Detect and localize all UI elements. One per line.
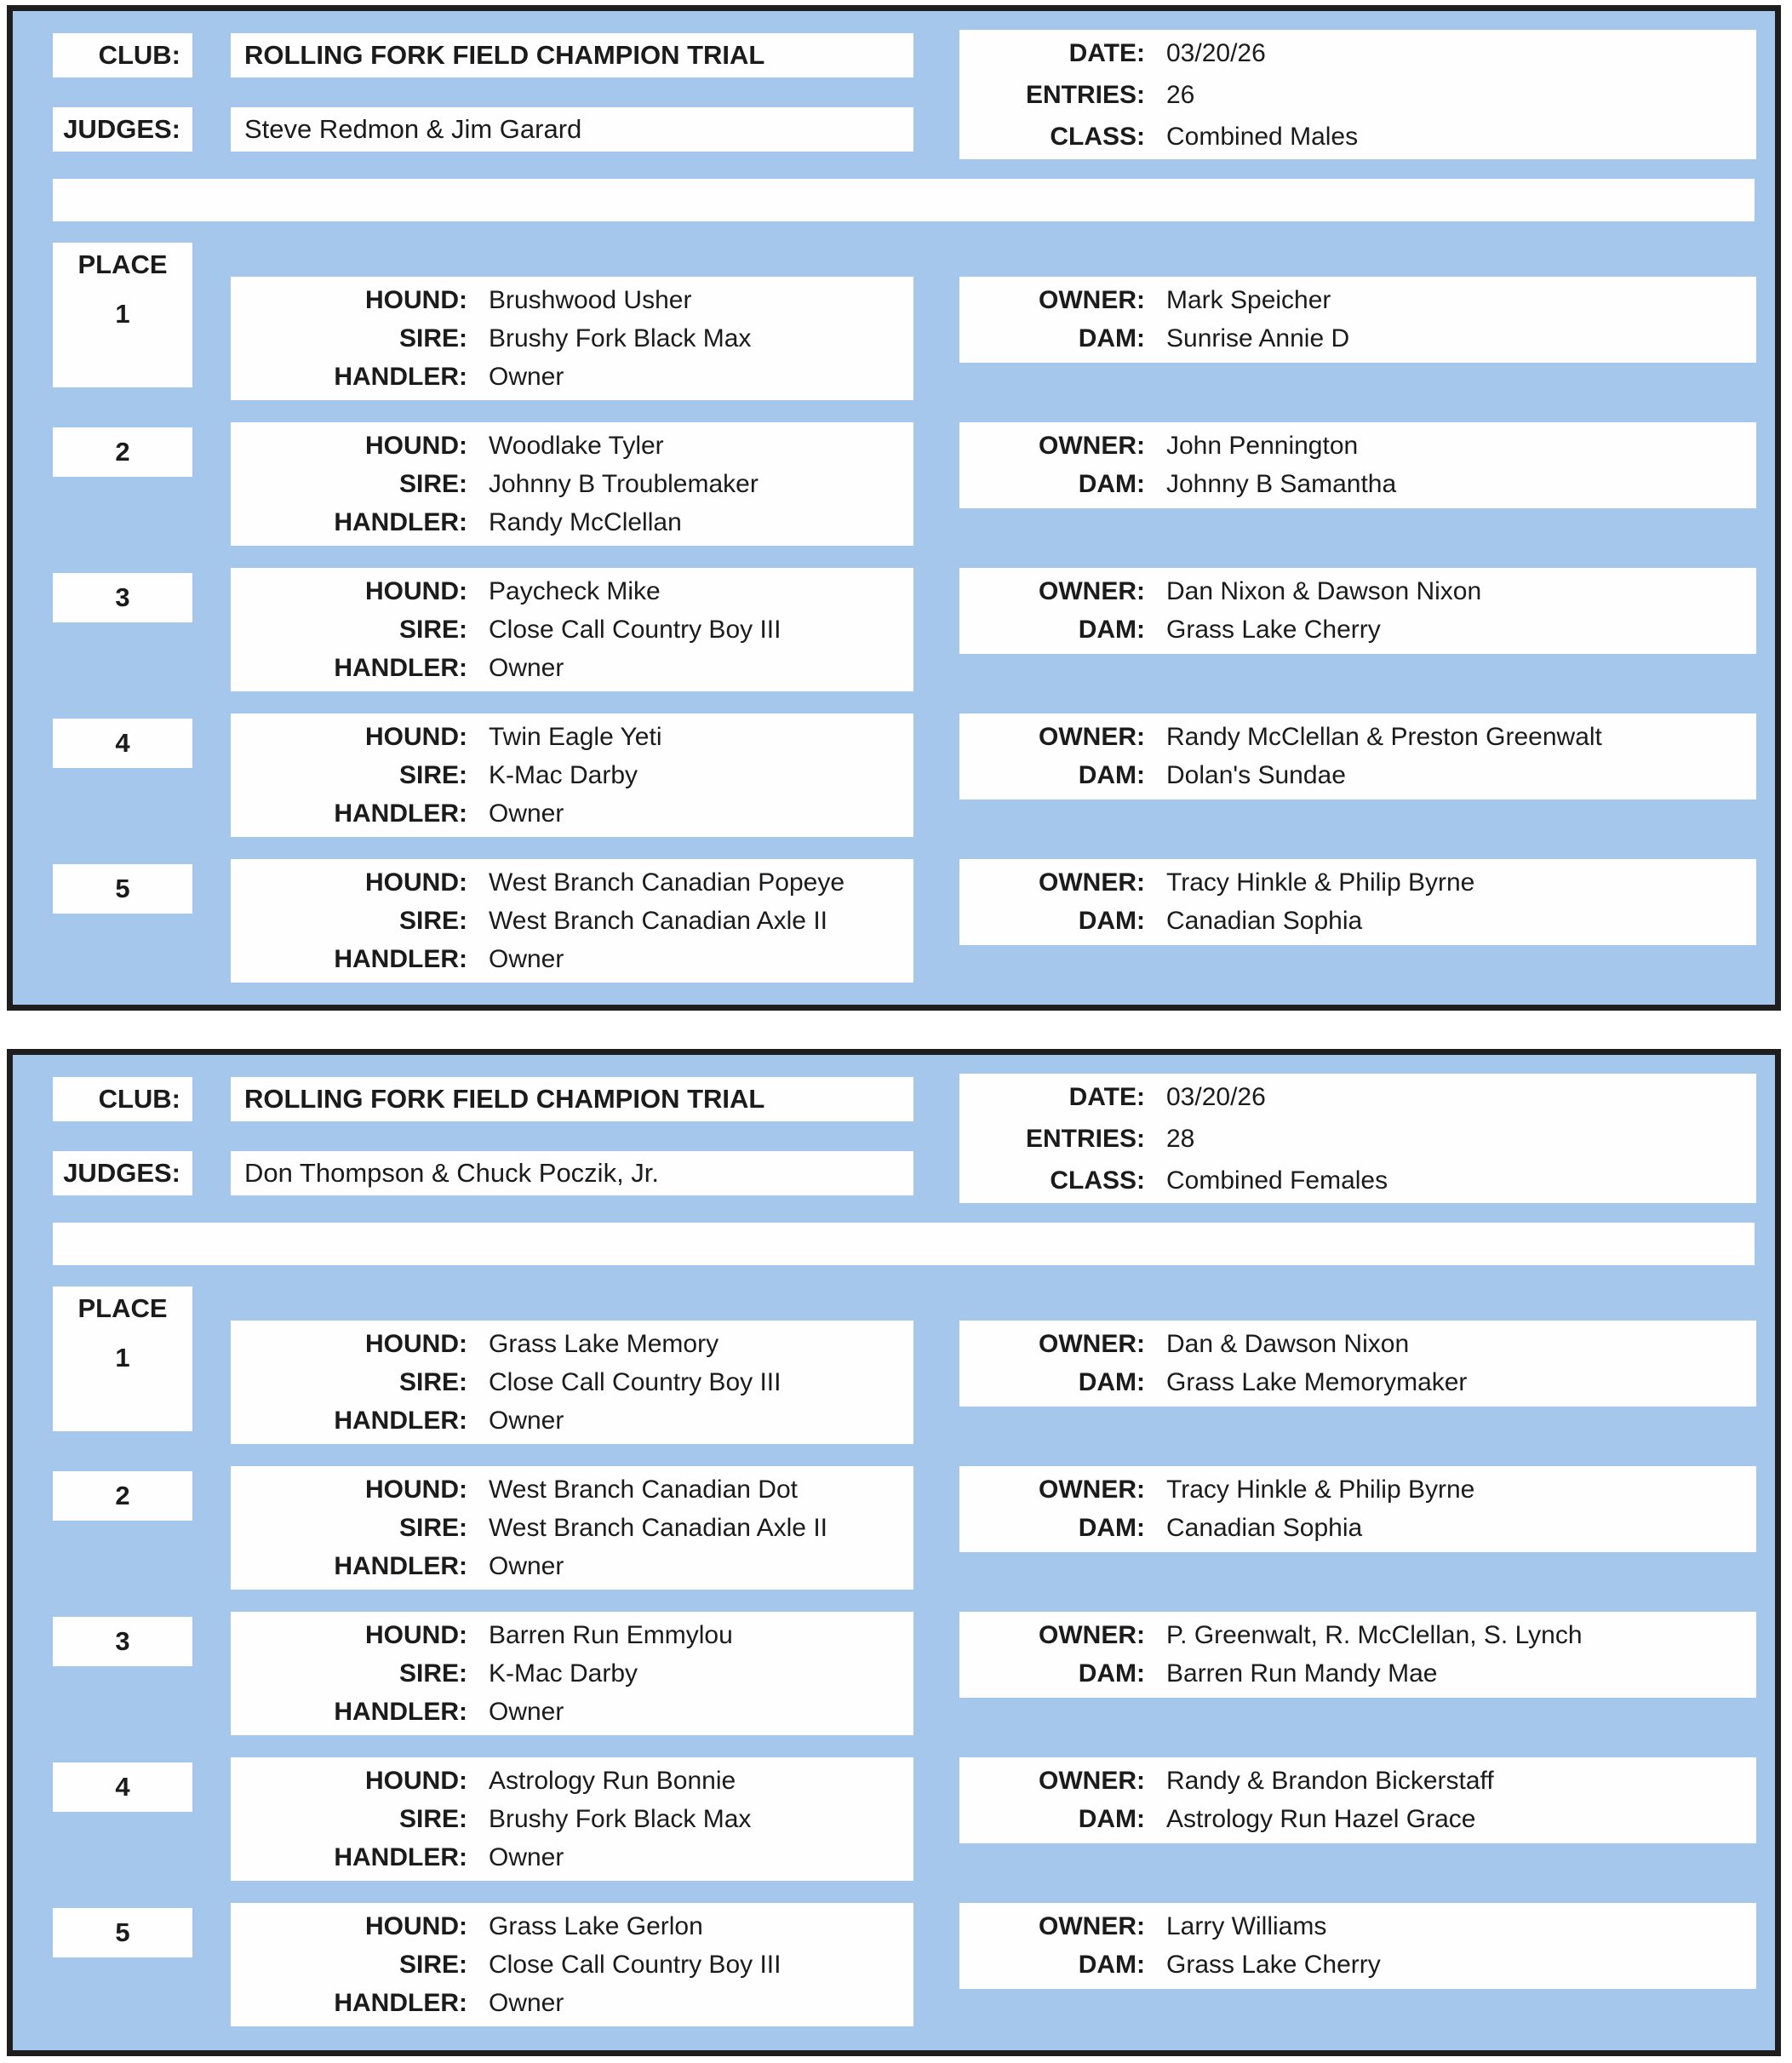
handler-label: HANDLER: (334, 1842, 467, 1871)
place-number: 4 (115, 728, 130, 758)
result-entry (13, 1612, 1775, 1757)
entries-label: ENTRIES: (1025, 1124, 1145, 1153)
hound-info-box (231, 568, 913, 691)
club-label: CLUB: (53, 1077, 192, 1121)
hound-label: HOUND: (365, 1475, 467, 1504)
class-label: CLASS: (1050, 122, 1145, 151)
owner-label: OWNER: (1039, 1766, 1145, 1795)
sire-value: Brushy Fork Black Max (489, 1804, 752, 1833)
date-value: 03/20/26 (1166, 1082, 1266, 1111)
judges-label: JUDGES: (53, 107, 192, 152)
handler-value: Owner (489, 944, 564, 973)
place-box (53, 1908, 192, 1957)
entries-value: 26 (1166, 80, 1195, 109)
hound-value: Grass Lake Memory (489, 1329, 719, 1358)
owner-value: Randy & Brandon Bickerstaff (1166, 1766, 1494, 1795)
dam-label: DAM: (1078, 469, 1145, 498)
hound-info-box (231, 713, 913, 837)
hound-info-box (231, 859, 913, 983)
sire-value: K-Mac Darby (489, 760, 638, 789)
place-box (53, 1617, 192, 1666)
owner-info-box (959, 859, 1756, 945)
class-label: CLASS: (1050, 1166, 1145, 1195)
hound-value: West Branch Canadian Dot (489, 1475, 798, 1504)
owner-label: OWNER: (1039, 431, 1145, 460)
sire-value: K-Mac Darby (489, 1659, 638, 1688)
hound-info-box (231, 1903, 913, 2026)
judges-label: JUDGES: (53, 1151, 192, 1195)
hound-value: Astrology Run Bonnie (489, 1766, 736, 1795)
owner-info-box (959, 1757, 1756, 1843)
dam-label: DAM: (1078, 1804, 1145, 1833)
place-box (53, 719, 192, 768)
handler-value: Owner (489, 653, 564, 682)
hound-info-box (231, 422, 913, 546)
owner-label: OWNER: (1039, 576, 1145, 605)
place-number: 1 (115, 299, 130, 329)
owner-value: Dan & Dawson Nixon (1166, 1329, 1410, 1358)
hound-info-box (231, 1466, 913, 1590)
hound-value: Barren Run Emmylou (489, 1620, 733, 1649)
dam-label: DAM: (1078, 1950, 1145, 1979)
sire-value: Close Call Country Boy III (489, 1367, 781, 1396)
class-value: Combined Males (1166, 122, 1359, 151)
sire-label: SIRE: (398, 1367, 467, 1396)
owner-value: John Pennington (1166, 431, 1359, 460)
dam-label: DAM: (1078, 1659, 1145, 1688)
hound-label: HOUND: (365, 868, 467, 897)
handler-value: Owner (489, 799, 564, 828)
handler-label: HANDLER: (334, 1697, 467, 1726)
handler-value: Owner (489, 1551, 564, 1580)
sire-value: West Branch Canadian Axle II (489, 1513, 827, 1542)
results-section-combined-females (7, 1049, 1781, 2056)
hound-value: Twin Eagle Yeti (489, 722, 662, 751)
hound-value: West Branch Canadian Popeye (489, 868, 845, 897)
result-entry (13, 859, 1775, 1005)
owner-label: OWNER: (1039, 1620, 1145, 1649)
date-label: DATE: (1068, 38, 1145, 67)
sire-value: Johnny B Troublemaker (489, 469, 759, 498)
dam-value: Canadian Sophia (1166, 1513, 1363, 1542)
hound-label: HOUND: (365, 722, 467, 751)
dam-value: Barren Run Mandy Mae (1166, 1659, 1438, 1688)
sire-label: SIRE: (398, 1804, 467, 1833)
owner-value: Randy McClellan & Preston Greenwalt (1166, 722, 1602, 751)
sire-value: Close Call Country Boy III (489, 615, 781, 644)
place-box (53, 243, 192, 387)
hound-value: Brushwood Usher (489, 285, 692, 314)
hound-label: HOUND: (365, 576, 467, 605)
sire-label: SIRE: (398, 1950, 467, 1979)
owner-value: Larry Williams (1166, 1911, 1327, 1940)
handler-label: HANDLER: (334, 1406, 467, 1435)
owner-info-box (959, 277, 1756, 363)
sire-value: Close Call Country Boy III (489, 1950, 781, 1979)
result-entry (13, 713, 1775, 859)
result-entry (13, 1757, 1775, 1903)
place-header-label: PLACE (77, 249, 168, 279)
place-number: 3 (115, 582, 130, 612)
dam-value: Grass Lake Memorymaker (1166, 1367, 1468, 1396)
owner-label: OWNER: (1039, 1329, 1145, 1358)
results-list (13, 1293, 1775, 2049)
hound-label: HOUND: (365, 285, 467, 314)
sire-value: West Branch Canadian Axle II (489, 906, 827, 935)
result-entry (13, 568, 1775, 713)
place-number: 1 (115, 1343, 130, 1372)
date-value: 03/20/26 (1166, 38, 1266, 67)
owner-info-box (959, 1612, 1756, 1698)
dam-label: DAM: (1078, 906, 1145, 935)
club-value: ROLLING FORK FIELD CHAMPION TRIAL (231, 1077, 913, 1121)
handler-label: HANDLER: (334, 1988, 467, 2017)
hound-info-box (231, 1757, 913, 1881)
handler-label: HANDLER: (334, 653, 467, 682)
dam-value: Grass Lake Cherry (1166, 1950, 1381, 1979)
handler-value: Owner (489, 1697, 564, 1726)
owner-info-box (959, 1466, 1756, 1552)
dam-label: DAM: (1078, 1367, 1145, 1396)
owner-value: Dan Nixon & Dawson Nixon (1166, 576, 1482, 605)
handler-label: HANDLER: (334, 362, 467, 391)
entries-value: 28 (1166, 1124, 1195, 1153)
owner-value: Tracy Hinkle & Philip Byrne (1166, 868, 1475, 897)
results-list (13, 249, 1775, 1005)
place-header-label: PLACE (77, 1293, 168, 1323)
result-entry (13, 1903, 1775, 2049)
place-number: 4 (115, 1772, 130, 1802)
hound-value: Woodlake Tyler (489, 431, 664, 460)
owner-info-box (959, 422, 1756, 508)
sire-label: SIRE: (398, 615, 467, 644)
hound-info-box (231, 277, 913, 400)
dam-value: Johnny B Samantha (1166, 469, 1397, 498)
hound-label: HOUND: (365, 431, 467, 460)
sire-label: SIRE: (398, 1513, 467, 1542)
date-label: DATE: (1068, 1082, 1145, 1111)
dam-label: DAM: (1078, 324, 1145, 352)
place-number: 5 (115, 1917, 130, 1947)
place-number: 2 (115, 1481, 130, 1510)
dam-label: DAM: (1078, 615, 1145, 644)
hound-label: HOUND: (365, 1766, 467, 1795)
place-number: 2 (115, 437, 130, 467)
hound-value: Paycheck Mike (489, 576, 661, 605)
place-box (53, 427, 192, 477)
sire-value: Brushy Fork Black Max (489, 324, 752, 352)
hound-label: HOUND: (365, 1620, 467, 1649)
sire-label: SIRE: (398, 469, 467, 498)
place-box (53, 1471, 192, 1521)
trial-meta-box (959, 30, 1756, 159)
place-box (53, 864, 192, 914)
handler-value: Owner (489, 1988, 564, 2017)
dam-label: DAM: (1078, 760, 1145, 789)
trial-meta-box (959, 1074, 1756, 1203)
owner-label: OWNER: (1039, 1475, 1145, 1504)
sire-label: SIRE: (398, 906, 467, 935)
class-value: Combined Females (1166, 1166, 1388, 1195)
owner-info-box (959, 713, 1756, 799)
sire-label: SIRE: (398, 760, 467, 789)
sire-label: SIRE: (398, 324, 467, 352)
handler-label: HANDLER: (334, 1551, 467, 1580)
hound-info-box (231, 1612, 913, 1735)
club-value: ROLLING FORK FIELD CHAMPION TRIAL (231, 33, 913, 77)
handler-value: Owner (489, 362, 564, 391)
blank-field-strip (53, 1223, 1755, 1265)
dam-label: DAM: (1078, 1513, 1145, 1542)
place-box (53, 1287, 192, 1431)
handler-label: HANDLER: (334, 799, 467, 828)
owner-info-box (959, 1321, 1756, 1407)
place-box (53, 1762, 192, 1812)
result-entry (13, 1293, 1775, 1466)
handler-value: Owner (489, 1406, 564, 1435)
owner-info-box (959, 1903, 1756, 1989)
owner-info-box (959, 568, 1756, 654)
result-entry (13, 422, 1775, 568)
dam-value: Astrology Run Hazel Grace (1166, 1804, 1476, 1833)
owner-label: OWNER: (1039, 868, 1145, 897)
owner-value: P. Greenwalt, R. McClellan, S. Lynch (1166, 1620, 1583, 1649)
results-section-combined-males (7, 5, 1781, 1011)
owner-label: OWNER: (1039, 285, 1145, 314)
owner-label: OWNER: (1039, 722, 1145, 751)
place-number: 5 (115, 874, 130, 903)
place-number: 3 (115, 1626, 130, 1656)
handler-label: HANDLER: (334, 507, 467, 536)
dam-value: Canadian Sophia (1166, 906, 1363, 935)
owner-value: Tracy Hinkle & Philip Byrne (1166, 1475, 1475, 1504)
club-label: CLUB: (53, 33, 192, 77)
dam-value: Dolan's Sundae (1166, 760, 1346, 789)
handler-value: Randy McClellan (489, 507, 682, 536)
hound-label: HOUND: (365, 1911, 467, 1940)
blank-field-strip (53, 179, 1755, 221)
handler-value: Owner (489, 1842, 564, 1871)
sire-label: SIRE: (398, 1659, 467, 1688)
owner-value: Mark Speicher (1166, 285, 1331, 314)
hound-info-box (231, 1321, 913, 1444)
result-entry (13, 1466, 1775, 1612)
result-entry (13, 249, 1775, 422)
entries-label: ENTRIES: (1025, 80, 1145, 109)
dam-value: Grass Lake Cherry (1166, 615, 1381, 644)
dam-value: Sunrise Annie D (1166, 324, 1350, 352)
judges-value: Steve Redmon & Jim Garard (231, 107, 913, 152)
handler-label: HANDLER: (334, 944, 467, 973)
judges-value: Don Thompson & Chuck Poczik, Jr. (231, 1151, 913, 1195)
hound-label: HOUND: (365, 1329, 467, 1358)
owner-label: OWNER: (1039, 1911, 1145, 1940)
place-box (53, 573, 192, 622)
hound-value: Grass Lake Gerlon (489, 1911, 703, 1940)
